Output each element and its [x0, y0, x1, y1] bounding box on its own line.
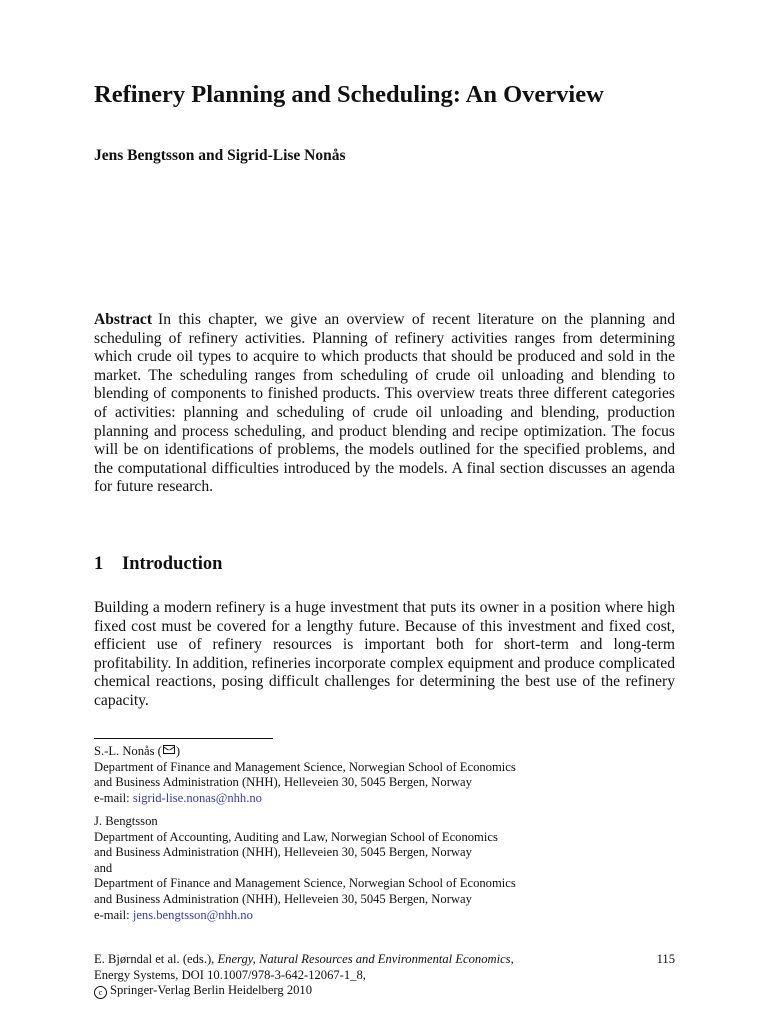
abstract	[94, 311, 675, 497]
author-name: J. Bengtsson	[94, 814, 158, 828]
affiliation-nonas	[94, 744, 674, 806]
page-number: 115	[656, 952, 675, 966]
email-line	[94, 908, 674, 924]
envelope-icon	[163, 745, 175, 754]
citation-footer	[94, 952, 675, 999]
citation-line-3	[94, 983, 675, 999]
affiliation-line: Department of Finance and Management Science, Norwegian School of Economics	[94, 759, 516, 774]
footnote-divider	[94, 738, 273, 739]
section-heading	[94, 553, 222, 575]
author-name: S.-L. Nonås	[94, 744, 155, 758]
section-title: Introduction	[122, 554, 223, 574]
affiliation-line: and Business Administration (NHH), Helleveien 30, 5045 Bergen, Norway	[94, 775, 472, 790]
affiliation-line: Department of Finance and Management Science, Norwegian School of Economics	[94, 876, 516, 891]
section-number: 1	[94, 554, 104, 574]
affiliation-name-line: S.-L. Nonås ( )	[94, 744, 181, 758]
citation-line-1: E. Bjørndal et al. (eds.), Energy, Natural Resources and Environmental Economics,	[94, 952, 514, 966]
affiliation-line: Department of Accounting, Auditing and Law, Norwegian School of Economics	[94, 829, 498, 844]
affiliation-bengtsson	[94, 814, 674, 923]
chapter-authors: Jens Bengtsson and Sigrid-Lise Nonås	[94, 147, 346, 164]
citation-line-2: Energy Systems, DOI 10.1007/978-3-642-12067-1_8,	[94, 967, 366, 982]
abstract-text: In this chapter, we give an overview of recent literature on the planning and scheduling of refinery activities. Planning of refinery activities ranges from determining which crude oil types to acquire to which products that should be produced and sold in the market. The scheduling ranges from scheduling of crude oil unloading and blending to blending of components to finished products. This overview treats three different categories of activities: planning and scheduling of crude oil unloading and blending, production planning and process scheduling, and product blending and recipe optimization. The focus will be on identifications of problems, the models outlined for the specified problems, and the computational difficulties introduced by the models. A final section discusses an agenda for future research.	[94, 311, 675, 496]
email-link-nonas[interactable]: sigrid-lise.nonas@nhh.no	[132, 790, 262, 805]
abstract-label: Abstract	[94, 311, 153, 328]
email-link-bengtsson[interactable]: jens.bengtsson@nhh.no	[132, 907, 253, 922]
copyright-text: Springer-Verlag Berlin Heidelberg 2010	[110, 983, 313, 998]
email-label: e-mail:	[94, 907, 130, 922]
affiliation-line: and Business Administration (NHH), Helleveien 30, 5045 Bergen, Norway	[94, 845, 472, 860]
email-label: e-mail:	[94, 790, 130, 805]
citation-editors: E. Bjørndal et al. (eds.),	[94, 952, 215, 966]
affiliation-and: and	[94, 860, 113, 875]
chapter-title: Refinery Planning and Scheduling: An Overview	[94, 81, 604, 108]
copyright-icon: c	[94, 986, 107, 999]
citation-book-title: Energy, Natural Resources and Environmental Economics	[217, 952, 511, 966]
affiliation-line: and Business Administration (NHH), Helleveien 30, 5045 Bergen, Norway	[94, 891, 472, 906]
email-line	[94, 791, 674, 807]
introduction-paragraph: Building a modern refinery is a huge investment that puts its owner in a position where high fixed cost must be covered for a lengthy future. Because of this investment and fixed cost, efficient use of refinery resources is important both for short-term and long-term profitability. In addition, refineries incorporate complex equipment and produce complicated chemical reactions, posing difficult challenges for determining the best use of the refinery capacity.	[94, 599, 675, 709]
